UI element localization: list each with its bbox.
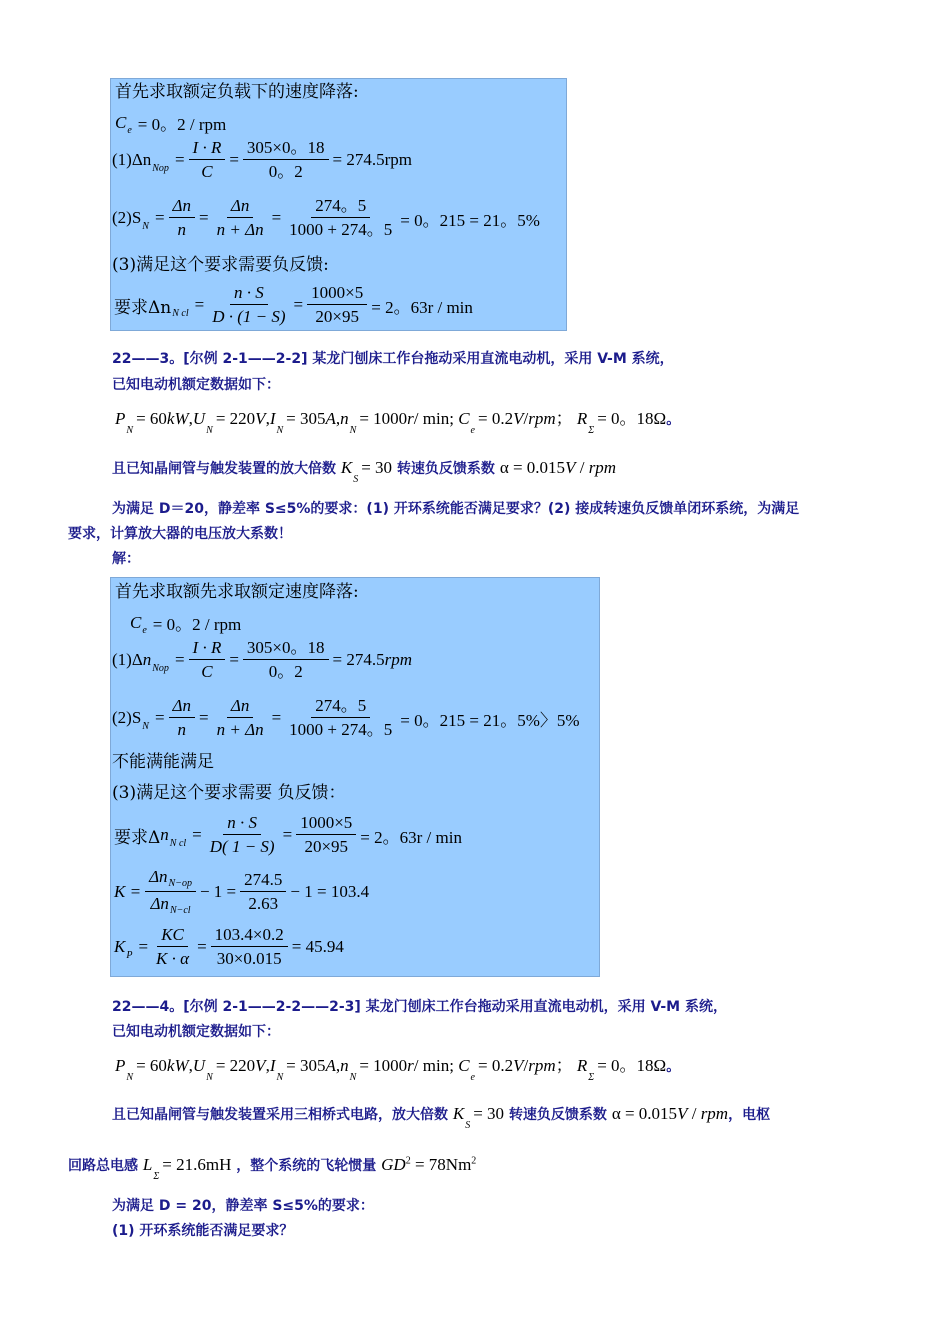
box1-feedback-note: (3)满足这个要求需要负反馈:: [112, 255, 329, 275]
problem-22-3-requirement: 为满足 D＝20，静差率 S≤5%的要求：(1) 开环系统能否满足要求？(2) 接成转速负反馈单闭环系统，为满足: [112, 501, 800, 517]
problem-22-4-question-1: (1) 开环系统能否满足要求？: [112, 1223, 294, 1239]
problem-22-4-heading: 22——4。[尔例 2-1——2-2——2-3] 某龙门刨床工作台拖动采用直流电动机，采用 V-M 系统，: [112, 999, 727, 1015]
problem-22-3-rated-data: P N = 60 kW , U N = 220 V , I N = 305 A , n N = 1000 r / min; C e = 0.2 V / rpm ； R Σ = 0。18Ω 。: [115, 409, 681, 436]
box2-kp-formula: K P = $\frac{KC}{K \cdot \alpha}$ = $\frac{103.4\times 0.2}{30\times 0.015}$ = 45.94: [114, 925, 344, 968]
box2-required-drop-formula: 要求Δ n N cl = $\frac{n \cdot S}{D( 1 - S)}$ = $\frac{1000\times 5}{20\times 95}$ = 2。63r / min: [114, 813, 462, 856]
problem-22-3-solution-label: 解：: [112, 551, 140, 567]
problem-22-3-gain-line: 且已知晶闸管与触发装置的放大倍数 $K_S= 30$ 转速负反馈系数 α = 0.015V / rpm: [112, 458, 617, 485]
box2-slip-formula: (2)S N = $\frac{\Delta n}{n}$ = $\frac{\Delta n}{n + \Delta n}$ = $\frac{274。5}{1000 + 274。5}$ = 0。215 = 21。5%〉5%: [112, 696, 580, 739]
problem-22-4-rated-data: P N = 60 kW , U N = 220 V , I N = 305 A , n N = 1000 r / min; C e = 0.2 V / rpm ； R Σ = 0。18Ω 。: [115, 1056, 681, 1083]
box2-feedback-note: (3)满足这个要求需要 负反馈：: [112, 783, 346, 803]
box2-ce-formula: C e = 0。2 / rpm: [130, 612, 242, 636]
box1-speed-drop-formula: (1)Δn Nop = $\frac{I \cdot R}{C}$ = $\frac{305\times 0。18}{0。2}$ = 274.5rpm: [112, 138, 412, 181]
box1-slip-formula: (2)S N = $\frac{\Delta n}{n}$ = $\frac{\Delta n}{n + \Delta n}$ = $\frac{274。5}{1000 + 274。5}$ = 0。215 = 21。5%: [112, 196, 540, 239]
box2-title: 首先求取额先求取额定速度降落:: [115, 582, 359, 602]
solution-box-2: [110, 577, 600, 977]
problem-22-4-line2: 已知电动机额定数据如下：: [112, 1024, 280, 1040]
box2-speed-drop-formula: (1)Δ n Nop = $\frac{I \cdot R}{C}$ = $\frac{305\times 0。18}{0。2}$ = 274.5rpm: [112, 638, 413, 681]
box2-cannot-satisfy: 不能满能满足: [112, 752, 214, 772]
problem-22-4-inductance-line: 回路总电感 $L_\Sigma= 21.6mH$ ，整个系统的飞轮惯量 $GD^2 = 78Nm^2$: [68, 1155, 477, 1182]
box1-title: 首先求取额定负载下的速度降落:: [115, 82, 359, 102]
problem-22-3-requirement-cont: 要求，计算放大器的电压放大系数！: [68, 526, 292, 542]
box1-ce-formula: C e = 0。2 / rpm: [115, 112, 227, 136]
problem-22-4-requirement: 为满足 D = 20，静差率 S≤5%的要求：: [112, 1198, 374, 1214]
box1-required-drop-formula: 要求Δn N cl = $\frac{n \cdot S}{D \cdot (1 - S)}$ = $\frac{1000\times 5}{20\times 95}$ = 2。63r / min: [114, 283, 473, 326]
problem-22-3-heading: 22——3。[尔例 2-1——2-2] 某龙门刨床工作台拖动采用直流电动机，采用 V-M 系统，: [112, 351, 674, 367]
problem-22-3-line2: 已知电动机额定数据如下：: [112, 377, 280, 393]
problem-22-4-gain-line: 且已知晶闸管与触发装置采用三相桥式电路，放大倍数 $K_S= 30$ 转速负反馈系数 α = 0.015V / rpm，电枢: [112, 1104, 771, 1131]
box2-k-formula: K = $\frac{\Delta n_{N-op}}{\Delta n_{N-cl}}$ − 1 = $\frac{274.5}{2.63}$ − 1 = 103.4: [114, 867, 370, 916]
